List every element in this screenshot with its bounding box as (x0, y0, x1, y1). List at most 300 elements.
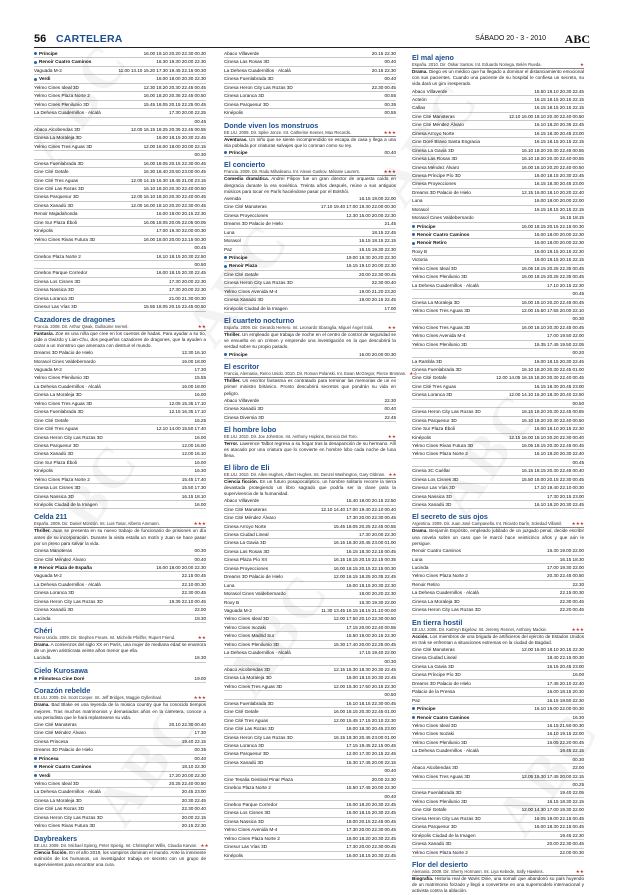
showtime-row (224, 497, 396, 505)
genre-label: Ciencia ficción. (34, 849, 68, 855)
bullet-icon (34, 78, 37, 81)
cinema-name (34, 556, 86, 563)
synopsis-text: Un escritor fantasma es contratado para terminar las memorias de un ex primer ministro británico. Pronto descubrirá secretos que pondrán su vida en peligro. (224, 378, 396, 396)
cinema-name-text: Cinesa Ciudad Lineal (224, 532, 269, 538)
cinema-name-text: Yelmo Cines Tres Aguas 3D (34, 400, 93, 406)
cinema-name (412, 688, 455, 695)
film-credits-text: Argentina. 2009. Dir. Juan José Campanella. Int. Ricardo Darín, Soledad Villamil. (412, 521, 563, 527)
film-title: El mal ajeno (412, 53, 454, 62)
showtimes: 15.35 17.45 19.50 22.05 (534, 341, 584, 347)
cinema-name-text: Cine Cité Tres Aguas (34, 426, 79, 432)
genre-label: Thriller. (224, 378, 241, 384)
showtime-row (34, 92, 206, 100)
cinema-name-text: Cine Cité Méndez Álvaro (412, 122, 464, 128)
cinema-name (412, 358, 442, 365)
cinema-name-text: Yelmo Cines Plenilunio 3D (34, 375, 90, 381)
showtimes: 16.10 19.00 22.00 00.30 (534, 706, 584, 712)
showtime-row (412, 282, 584, 290)
cinema-name-text: Cinesa Xanadú 3D (412, 841, 452, 847)
showtimes: 19.40 22.05 (559, 790, 584, 796)
showtimes: 00.30 (384, 658, 396, 664)
showtimes: 16.15 18.30 20.45 23.00 (534, 130, 584, 136)
showtime-row (412, 104, 584, 112)
cinema-name (224, 582, 234, 589)
showtime-row (412, 265, 584, 273)
showtimes: 00.25 (572, 782, 584, 787)
cinema-name (412, 231, 469, 238)
cinema-name (34, 101, 89, 108)
cinema-name-text: Cine Cité Manoteras (224, 506, 267, 512)
showtimes: 22.30 (384, 397, 396, 403)
showtimes: 22.30 00.45 (181, 590, 206, 596)
rating-stars: ★★ (387, 325, 396, 331)
showtimes: 17.30 20.00 22.30 (359, 532, 396, 538)
film-title: Daybreakers (34, 833, 78, 843)
cinema-name-text: Abaco Villaverde (224, 51, 260, 56)
film-synopsis (224, 378, 396, 397)
cinema-name-text: Kinépolis (412, 434, 432, 440)
cinema-name-text: Cine Cité Las Rozas 3D (224, 726, 275, 732)
showtime-row (412, 564, 584, 572)
cinema-name (412, 697, 420, 704)
showtimes: 15.45 18.05 20.25 22.45 00.55 (333, 523, 396, 529)
cinema-name (34, 598, 103, 605)
cinema-name-text: Vaguada M-2 (224, 607, 252, 613)
cinema-name-text: Cinesa Heron City Las Rozas 3D (224, 734, 293, 740)
showtime-row (412, 400, 584, 408)
cinema-name (224, 717, 268, 724)
showtime-row (34, 493, 206, 501)
cinema-name (34, 476, 90, 483)
cinema-name-text: Cinesa Loranca 3D (224, 742, 265, 748)
showtimes: 16.30 19.00 22.00 (547, 548, 584, 554)
cinema-name-text: Yelmo Cines Plenilunio 3D (412, 341, 468, 347)
showtimes: 16.00 19.10 20.20 22.30 00.30 (143, 51, 206, 56)
showtimes: 16.00 18.00 20.00 22.30 (534, 240, 584, 246)
cinema-name (34, 450, 73, 457)
showtimes: 16.00 18.00 (181, 383, 206, 389)
cinema-name (34, 615, 50, 622)
cinema-name (412, 341, 467, 348)
cinema-name (412, 417, 457, 424)
cinema-name-text: Cine Cité Tres Aguas (34, 177, 79, 183)
showtime-row (412, 823, 584, 831)
film-credits-text: EE.UU. 2009. Dir. Spike Jonze. Int. Catherine Keener, Max Records. (224, 129, 352, 135)
cinema-name-text: Luna (224, 582, 235, 588)
rating-stars: ★★ (197, 323, 206, 329)
showtime-row (34, 459, 206, 467)
cinema-name-text: Cinesa Xanadú 3D (224, 759, 264, 765)
showtime-row (412, 484, 584, 492)
cinema-name-text: Cinesa Los Cisnes 3D (412, 476, 459, 482)
cinema-name (34, 366, 62, 373)
cinema-name-text: Luna (412, 556, 423, 562)
cinema-name (34, 193, 79, 200)
showtime-row (34, 126, 206, 134)
showtimes: 12.00 16.00 18.10 20.15 22.30 (521, 647, 584, 652)
showtime-row (412, 572, 584, 580)
cinema-name (412, 374, 447, 381)
cinema-name-text: Kinépolis (224, 110, 244, 116)
cinema-name-text: Yelmo Cines Ideal 3D (34, 780, 79, 786)
cinema-name (412, 130, 454, 137)
film-credits (34, 842, 209, 850)
cinema-name-text: Morasol (224, 238, 241, 244)
showtime-row (412, 714, 584, 722)
showtime-row (224, 843, 396, 851)
showtime-row (34, 210, 206, 218)
showtime-row (224, 666, 396, 674)
cinema-name (224, 220, 283, 227)
showtimes: 12.15 16.35 17.10 (169, 409, 206, 415)
showtime-row (412, 113, 584, 121)
cinema-name (34, 797, 82, 804)
cinema-name-text: Cinesa La Moraleja 3D (34, 135, 82, 141)
showtimes: 16.00 18.10 20.15 22.30 (534, 426, 584, 432)
showtimes: 16.30 (194, 655, 206, 661)
showtime-row (34, 501, 206, 509)
film-title: El secreto de sus ojos (412, 512, 488, 522)
cinema-name-text: Cine Cité Méndez Álvaro (34, 730, 86, 736)
cinema-name (224, 237, 241, 244)
rating-stars: ★★★ (383, 129, 396, 135)
cinema-name (34, 417, 69, 424)
showtime-row (412, 747, 584, 755)
cinema-name (34, 75, 50, 82)
showtime-row (412, 172, 584, 180)
showtimes: 15.50 18.00 20.15 22.30 (346, 633, 396, 639)
showtime-row (34, 746, 206, 754)
film-credits (224, 472, 396, 479)
cinema-name-text: Yelmo Cines Tres Aguas 3D (412, 773, 471, 779)
film-credits (34, 324, 206, 331)
showtime-row (412, 147, 584, 155)
genre-label: Drama. (34, 702, 50, 708)
cinema-name-text: Cinesa Príncipe Pío 3D (412, 172, 461, 178)
cinema-name (224, 843, 267, 850)
showtimes: 22.00 (572, 765, 584, 771)
showtime-row (412, 374, 584, 382)
cinema-name-text: Kinépolis (34, 228, 54, 234)
cinema-name (224, 497, 259, 504)
cinema-name-text: Yelmo Cines Avenida M-4 (224, 827, 278, 833)
showtime-row (34, 400, 206, 408)
cinema-name (224, 279, 293, 286)
showtime-row (34, 236, 206, 244)
showtime-row (34, 101, 206, 109)
showtime-row (34, 58, 206, 66)
film-synopsis (34, 850, 206, 869)
cinema-name (34, 109, 101, 116)
showtimes: 12.30 18.20 20.30 22.45 00.45 (143, 84, 206, 90)
showtime-row (224, 776, 396, 784)
cinema-name (224, 101, 269, 108)
showtime-row (412, 307, 584, 315)
film-title: El cuarteto nocturno (224, 316, 295, 326)
showtime-row (34, 772, 206, 780)
cinema-name (34, 572, 62, 579)
showtime-row (412, 206, 584, 214)
genre-label: Aventuras. (224, 136, 248, 142)
showtimes: 12.00 14.30 17.00 19.30 22.00 (521, 807, 584, 813)
cinema-name (412, 663, 454, 670)
showtime-row (34, 763, 206, 771)
cinema-name-text: Lucinda (34, 615, 51, 621)
showtimes: 12.15 16.00 18.10 20.20 22.40 (521, 189, 584, 195)
cinema-name-text: Cinesa Manoteras (34, 548, 73, 554)
cinema-name (412, 96, 427, 103)
cinema-name-text: Cine Cité Méndez Álvaro (34, 556, 86, 562)
showtime-row (412, 606, 584, 614)
cinema-name (224, 523, 266, 530)
film-credits (34, 521, 206, 528)
showtimes: 16.15 20.45 23.00 (547, 663, 584, 669)
showtime-row (34, 50, 206, 58)
showtimes: 17.20 20.00 22.30 (169, 772, 206, 778)
cinema-name (34, 738, 68, 745)
cinema-name-text: Cine Cité Las Rozas 3D (34, 806, 85, 812)
cinema-name (224, 305, 288, 312)
showtime-row (34, 805, 206, 813)
cinema-name (34, 564, 92, 571)
showtimes: 00.20 (572, 350, 584, 356)
cinema-name-text: Príncipe (39, 51, 58, 56)
showtime-row (412, 383, 584, 391)
showtimes: 17.30 20.00 22.30 (169, 287, 206, 293)
cinema-name-text: Cine Cité Getafe (412, 807, 447, 813)
showtimes: 16.00 18.00 20.00 22.00 (534, 198, 584, 204)
cinema-name (224, 67, 291, 74)
listing-column-3 (412, 50, 585, 894)
cinema-name (412, 680, 471, 687)
cinema-name (34, 185, 84, 192)
showtimes: 16.15 18.15 20.15 22.15 (534, 97, 584, 103)
cinema-name-text: Morasol Cines Valdebernardo (224, 591, 286, 597)
cinema-name-text: Cinesa Xanadú 3D (34, 202, 74, 208)
film-credits (224, 434, 396, 441)
film-title: Celda 211 (34, 512, 68, 522)
cinema-name-text: Cinesa Parquesur 3D (34, 442, 79, 448)
cinema-name (412, 113, 455, 120)
showtime-row (412, 180, 584, 188)
film-title: Cielo Kurosawa (34, 665, 88, 675)
showtimes: 12.15 16.30 18.30 20.30 22.45 (333, 667, 396, 673)
showtimes: 12.00 15.45 17.15 20.10 22.30 (333, 717, 396, 723)
showtimes: 16.10 18.20 20.30 22.45 01.00 (521, 367, 584, 373)
cinema-name-text: Abaco Alcobendas 3D (34, 126, 81, 132)
cinema-name (34, 581, 101, 588)
cinema-name (34, 484, 80, 491)
showtime-row (34, 581, 206, 589)
cinema-name-text: Yelmo Cines Isozaki (412, 731, 455, 737)
showtimes: 22.00 (194, 607, 206, 613)
cinema-name (412, 564, 428, 571)
cinema-name (34, 589, 74, 596)
cinema-name-text: Cine Cité Manoteras (34, 721, 77, 727)
film-credits-text: EE.UU. 2010. Dir. Allen Hughes, Albert Hughes. Int. Denzel Washington, Gary Oldman. (224, 471, 386, 477)
rating-stars: ★★ (200, 842, 209, 848)
section-title: CARTELERA (56, 33, 123, 45)
bullet-icon (34, 61, 37, 64)
cinema-name-text: Cinesa Loranca 3D (224, 93, 265, 99)
showtimes: 16.10 18.20 20.30 22.40 00.50 (143, 186, 206, 191)
cinema-name-text: Dreams 3D Palacio de Hielo (224, 221, 283, 227)
cinema-name (412, 299, 460, 306)
showtime-row (412, 730, 584, 738)
listing-column-1 (34, 50, 209, 868)
film-credits-text: EE.UU. 2009. Dir. Scott Cooper. Int. Jeff Bridges, Maggie Gyllenhaal. (34, 695, 162, 701)
showtime-row (224, 599, 396, 607)
showtime-row (34, 383, 206, 391)
cinema-name-text: La Dehesa Cuadernillos · Alcalá (412, 748, 479, 754)
showtimes: 16.00 (194, 434, 206, 440)
cinema-name-text: Morasol (412, 206, 429, 212)
cinema-name (224, 734, 293, 741)
film-title: Cazadores de dragones (34, 314, 116, 324)
cinema-name-text: Cinesa Los Cisnes 3D (34, 278, 81, 284)
cinema-name (412, 104, 425, 111)
showtime-row (34, 615, 206, 623)
synopsis-text: Un empleado que trabaja de noche en el centro de control de seguridad se ve envuelto en un crimen y emprende una investigación en la que descubrirá la verdad sobre su propio pasado. (224, 332, 397, 350)
showtimes: 16.00 18.00 20.30 22.30 (156, 76, 206, 82)
showtime-row (224, 590, 396, 598)
showtimes: 11.00 13.10 15.20 17.30 19.45 22.15 00.30 (118, 67, 206, 73)
cinema-name (224, 50, 259, 57)
cinema-name-text: Cinebox Parque Corredor (224, 802, 278, 808)
showtimes: 16.15 18.15 20.15 22.15 (534, 206, 584, 212)
showtimes: 16.15 18.15 20.15 22.15 (534, 139, 584, 145)
cinema-name (224, 254, 248, 261)
rating-stars: ★★★ (193, 695, 206, 701)
showtime-row (34, 349, 206, 357)
showtime-row (224, 84, 396, 92)
showtimes: 17.00 19.30 22.00 (547, 564, 584, 570)
showtimes: 21.00 21.30 00.30 (169, 295, 206, 301)
showtimes: 19.35 22.10 00.45 (169, 598, 206, 604)
cinema-name (412, 556, 422, 563)
showtime-row (224, 607, 396, 615)
cinema-name (224, 539, 266, 546)
cinema-name (34, 408, 84, 415)
showtime-row (412, 130, 584, 138)
newspaper-logo: ABC (564, 32, 590, 46)
showtimes: 15.50 17.45 20.00 22.30 (346, 785, 396, 791)
showtime-row (412, 121, 584, 129)
film-synopsis (224, 441, 396, 460)
cinema-name (224, 75, 274, 82)
film-credits (412, 521, 584, 528)
showtime-row (224, 405, 396, 413)
cinema-name-text: La Dehesa Cuadernillos · Alcalá (224, 650, 291, 656)
cinema-name (412, 121, 464, 128)
showtime-row (224, 708, 396, 716)
cinema-name-text: Cinesa La Moraleja 3D (34, 392, 82, 398)
cinema-name (224, 784, 271, 791)
cinema-name-text: La Dehesa Cuadernillos · Alcalá (412, 282, 479, 288)
cinema-name (224, 397, 259, 404)
bullet-icon (224, 265, 227, 268)
film-synopsis (412, 69, 584, 88)
cinema-name (412, 450, 468, 457)
cinema-name-text: Cinesa Loranca 3D (34, 295, 75, 301)
cinema-name-text: Cine Cité Manoteras (224, 204, 267, 210)
showtime-row (412, 324, 584, 332)
cinema-name (34, 92, 90, 99)
showtime-row (224, 279, 396, 287)
showtimes: 16.10 18.15 22.30 00.45 (346, 700, 396, 706)
cinema-name-text: Cinesa Las Rosas 3D (224, 548, 270, 554)
showtimes: 00.30 (572, 316, 584, 322)
rating-stars: ★ (579, 62, 584, 67)
cinema-name (412, 806, 447, 813)
showtime-row (34, 75, 206, 83)
rating-stars: ★★ (388, 471, 397, 477)
cinema-name (224, 351, 248, 358)
rating-stars: ★★★ (571, 626, 584, 632)
showtime-row (224, 649, 396, 657)
showtime-row (34, 797, 206, 805)
cinema-name-text: Abaco Alcobendas 3D (412, 765, 459, 771)
showtime-row (412, 391, 584, 399)
showtime-row (224, 351, 396, 359)
cinema-name-text: Cinesa Xanadú 3D (224, 406, 264, 412)
film-credits (412, 627, 584, 634)
cinema-name-text: Cinesa Xanadú 3D (412, 502, 452, 508)
film-title: El hombre lobo (224, 425, 277, 435)
cinema-name-text: Kinépolis (224, 852, 244, 858)
bullet-icon (34, 757, 37, 760)
showtimes: 16.00 18.00 (181, 358, 206, 364)
showtimes: 22.30 00.40 (181, 806, 206, 812)
showtimes: 16.00 18.15 20.15 22.30 (534, 248, 584, 254)
showtimes: 16.00 18.15 20.15 22.15 (534, 257, 584, 263)
cinema-name (412, 434, 431, 441)
cinema-name (224, 674, 272, 681)
showtimes: 16.10 18.20 20.30 22.45 00.55 (521, 147, 584, 153)
showtimes: 16.15 18.30 20.45 23.00 01.00 (333, 540, 396, 546)
showtime-row (34, 109, 206, 117)
showtime-row (224, 296, 396, 304)
cinema-name (34, 822, 95, 829)
cinema-name (412, 739, 467, 746)
cinema-name (412, 189, 471, 196)
cinema-name (34, 143, 92, 150)
bullet-icon (412, 707, 415, 710)
showtime-row (224, 237, 396, 245)
cinema-name (412, 223, 436, 230)
cinema-name-text: Cinesa Parquesur 3D (412, 417, 457, 423)
showtimes: 18.00 20.15 22.45 00.45 (346, 818, 396, 824)
showtimes: 00.40 (384, 406, 396, 412)
showtimes: 20.30 22.45 (181, 797, 206, 803)
film-synopsis (224, 479, 396, 498)
cinema-name-text: Cinesa Heron City Las Rozas 3D (224, 84, 293, 90)
showtime-row (34, 654, 206, 662)
bullet-icon (34, 774, 37, 777)
cinema-name-text: Paz (412, 697, 421, 703)
showtime-row (412, 366, 584, 374)
showtime-row (224, 742, 396, 750)
cinema-name (224, 514, 276, 521)
showtime-row (34, 729, 206, 737)
cinema-name-text: Cinesa Fuenlabrada 3D (224, 700, 274, 706)
cinema-name (224, 666, 270, 673)
showtime-row (224, 750, 396, 758)
showtimes: 16.00 18.30 22.15 00.45 (534, 824, 584, 830)
cinema-name-text: Cine Cité Tres Aguas (224, 717, 269, 723)
cinema-name (224, 615, 269, 622)
showtimes: 00.40 (384, 793, 396, 799)
